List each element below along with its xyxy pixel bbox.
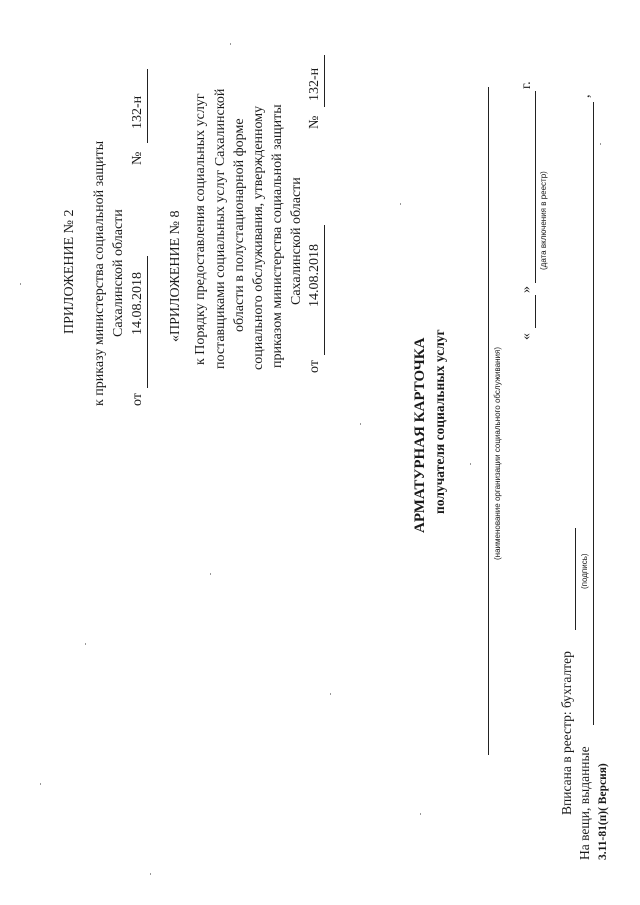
appendix-2-date: 14.08.2018: [307, 244, 322, 307]
appendix-1-line-2: Сахалинской области: [111, 209, 126, 337]
appendix-2-date-line: [324, 225, 325, 355]
form-code: 3.11-81(п)( Версия): [597, 763, 609, 860]
registry-signature-caption: (подпись): [580, 553, 589, 589]
appendix-1-number-line: [147, 69, 148, 143]
appendix-1-date-line: [147, 256, 148, 388]
items-issued-label: На вещи, выданные: [577, 746, 592, 860]
items-trailing-comma: ,: [578, 94, 593, 98]
appendix-1-date: 14.08.2018: [130, 272, 145, 335]
appendix-2-line-4: социального обслуживания, утвержденному: [251, 105, 266, 370]
appendix-1-number-label: №: [130, 151, 145, 165]
scan-speck: [400, 203, 401, 205]
appendix-1-line-1: к приказу министерства социальной защиты: [92, 140, 107, 406]
scan-speck: [230, 43, 231, 45]
scan-speck: [40, 783, 41, 785]
registry-entry-label: Вписана в реестр: бухгалтер: [559, 651, 574, 815]
appendix-2-line-5: приказом министерства социальной защиты: [270, 104, 285, 368]
registry-date-open-quote: «: [519, 333, 534, 340]
card-title: АРМАТУРНАЯ КАРТОЧКА: [412, 337, 428, 533]
appendix-2-title: «ПРИЛОЖЕНИЕ № 8: [168, 210, 183, 342]
scan-speck: [600, 143, 601, 145]
scan-speck: [150, 873, 151, 875]
appendix-1-number: 132-н: [130, 95, 145, 129]
registry-date-caption: (дата включения в реестр): [539, 171, 548, 270]
registry-signature-line: [575, 528, 576, 630]
card-subtitle: получателя социальных услуг: [432, 329, 447, 514]
appendix-2-number-label: №: [307, 115, 322, 129]
scan-speck: [20, 283, 21, 285]
appendix-2-line-2: поставщиками социальных услуг Сахалинской: [213, 88, 228, 369]
scan-speck: [470, 463, 471, 465]
organization-caption: (наименование организации социального обслуживания): [493, 347, 502, 560]
appendix-1-title: ПРИЛОЖЕНИЕ № 2: [62, 209, 77, 334]
appendix-2-number-line: [324, 55, 325, 107]
scan-speck: [210, 573, 211, 575]
items-issued-line: [593, 102, 594, 725]
appendix-2-line-1: к Порядку предоставления социальных услуг: [193, 93, 208, 365]
organization-name-line: [488, 87, 489, 755]
appendix-2-line-3: области в полустационарной форме: [232, 118, 247, 332]
registry-date-day-line: [535, 295, 536, 328]
appendix-2-number: 132-н: [307, 67, 322, 101]
appendix-2-line-6: Сахалинской области: [289, 177, 304, 305]
registry-date-close-quote: »: [519, 286, 534, 293]
scan-speck: [360, 423, 361, 425]
scan-speck: [85, 643, 86, 645]
appendix-1-from-label: от: [130, 393, 145, 406]
registry-date-year-suffix: г.: [519, 81, 534, 89]
scan-speck: [330, 693, 331, 695]
registry-date-month-line: [535, 91, 536, 283]
scan-speck: [420, 813, 421, 815]
appendix-2-from-label: от: [307, 360, 322, 373]
